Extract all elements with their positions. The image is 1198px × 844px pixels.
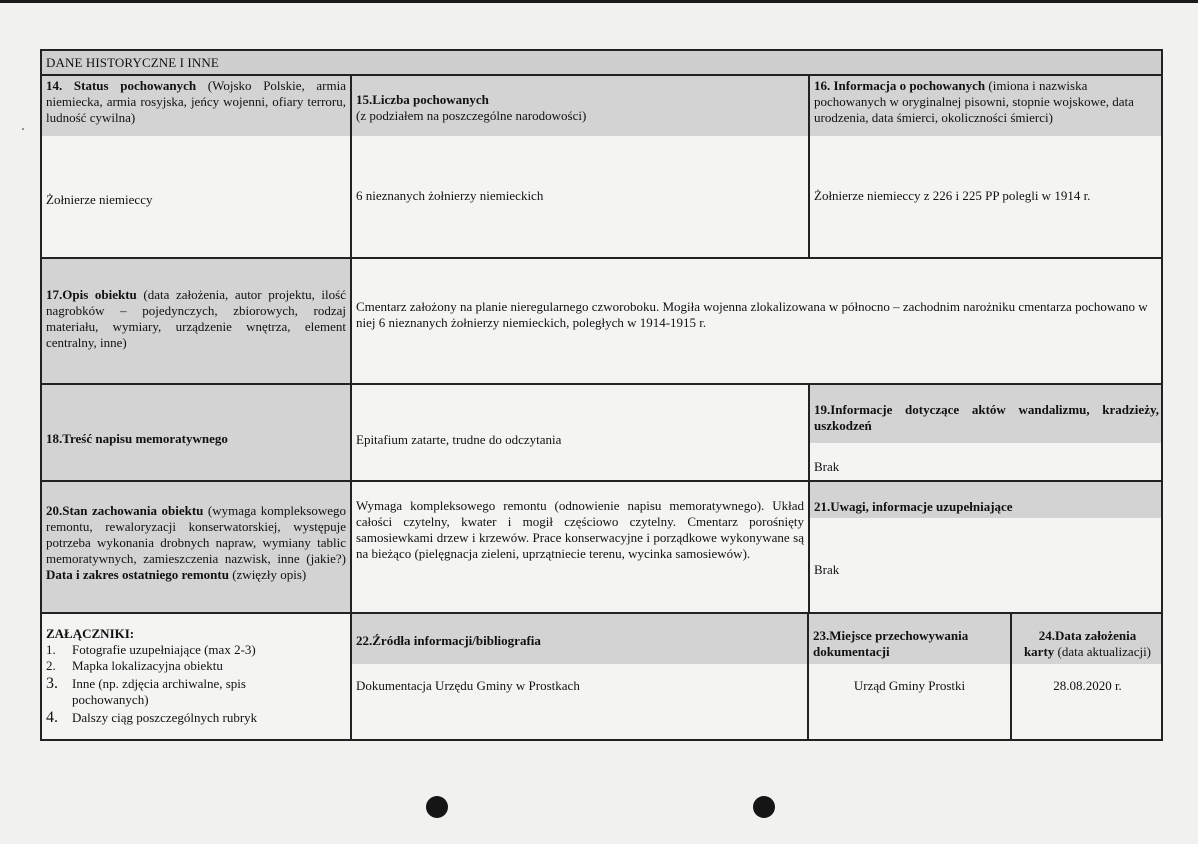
field-17-value-cell bbox=[350, 257, 1163, 383]
field-16-value: Żołnierze niemieccy z 226 i 225 PP polegli w 1914 r. bbox=[814, 188, 1091, 203]
top-edge-line bbox=[0, 0, 1198, 3]
attachment-item bbox=[46, 642, 346, 658]
field-19-value: Brak bbox=[814, 459, 840, 474]
attachments-list bbox=[46, 642, 346, 726]
field-20-description: (wymaga kompleksowego remontu, rewaloryzacji konserwatorskiej, występuje potrzeba wykonania drobnych napraw, wymiany tablic memoratywnych, zamieszczenia nazwisk, inne (jakie?) bbox=[46, 503, 346, 566]
field-24-cell bbox=[1010, 612, 1163, 741]
field-22-cell bbox=[350, 612, 807, 741]
field-14-cell bbox=[40, 74, 350, 257]
field-23-value: Urząd Gminy Prostki bbox=[853, 678, 966, 693]
field-20-description-2: (zwięzły opis) bbox=[228, 567, 307, 582]
field-16-cell bbox=[808, 74, 1163, 257]
field-20-value-cell bbox=[350, 480, 808, 612]
attachment-text: Dalszy ciąg poszczególnych rubryk bbox=[72, 710, 258, 725]
attachment-item bbox=[46, 676, 346, 708]
attachment-number: 3. bbox=[46, 675, 58, 692]
field-14-label bbox=[46, 78, 346, 126]
attachment-text: Mapka lokalizacyjna obiektu bbox=[72, 658, 223, 673]
attachments-cell bbox=[40, 612, 350, 741]
field-24-value: 28.08.2020 r. bbox=[1053, 678, 1122, 693]
field-19-label bbox=[814, 402, 1159, 434]
field-21-cell bbox=[808, 480, 1163, 612]
field-14-number: 14. Status pochowanych bbox=[46, 78, 197, 93]
field-24-label bbox=[1016, 628, 1159, 660]
field-21-label bbox=[814, 499, 1159, 515]
field-23-label bbox=[813, 628, 1006, 660]
field-23-cell bbox=[807, 612, 1010, 741]
field-15-label bbox=[356, 92, 804, 124]
field-16-number: 16. Informacja o pochowanych bbox=[814, 78, 986, 93]
attachments-title-text: ZAŁĄCZNIKI: bbox=[46, 626, 135, 641]
field-20-number-2: Data i zakres ostatniego remontu bbox=[46, 567, 229, 582]
field-21-value: Brak bbox=[814, 562, 840, 577]
field-14-value: Żołnierze niemieccy bbox=[46, 192, 153, 207]
attachment-text: Fotografie uzupełniające (max 2-3) bbox=[72, 642, 256, 657]
attachment-number: 4. bbox=[46, 709, 58, 726]
attachments-title bbox=[46, 626, 346, 642]
field-24-line2-bold: karty bbox=[1023, 644, 1055, 659]
field-14-description: (Wojsko Polskie, armia niemiecka, armia rosyjska, jeńcy wojenni, ofiary terroru, ludność cywilna) bbox=[46, 78, 346, 125]
attachment-item bbox=[46, 658, 346, 674]
field-16-label bbox=[814, 78, 1159, 126]
scan-speck bbox=[22, 128, 24, 130]
punch-hole-right bbox=[753, 796, 775, 818]
field-15-number: 15.Liczba pochowanych bbox=[356, 92, 489, 107]
field-15-value: 6 nieznanych żołnierzy niemieckich bbox=[356, 188, 544, 203]
attachment-number: 1. bbox=[46, 642, 56, 657]
field-18-label-cell bbox=[40, 383, 350, 480]
field-18-value: Epitafium zatarte, trudne do odczytania bbox=[356, 432, 562, 447]
field-20-label-cell bbox=[40, 480, 350, 612]
field-22-label bbox=[356, 633, 803, 649]
section-title: DANE HISTORYCZNE I INNE bbox=[46, 55, 219, 70]
field-20-value: Wymaga kompleksowego remontu (odnowienie napisu memoratywnego). Układ całości czytelny, kwater i mogił częściowo czytelny. Cmentarz porośnięty samosiewkami drzew i krzewów. Prace konserwacyjne i porządkowe wykonywane są na bieżąco (pielęgnacja zieleni, uprzątniecie terenu, wycinka samosiewów). bbox=[356, 498, 804, 561]
field-18-number: 18.Treść napisu memoratywnego bbox=[46, 431, 228, 446]
field-16-description: (imiona i nazwiska pochowanych w oryginalnej pisowni, stopnie wojskowe, data urodzenia, data śmierci, okoliczności śmierci) bbox=[814, 78, 1134, 125]
field-24-number: 24.Data założenia bbox=[1038, 628, 1137, 643]
field-15-description: (z podziałem na poszczególne narodowości) bbox=[356, 108, 587, 123]
field-18-value-cell bbox=[350, 383, 808, 480]
section-title-cell bbox=[40, 49, 1163, 74]
field-22-value: Dokumentacja Urzędu Gminy w Prostkach bbox=[356, 678, 580, 693]
attachment-item bbox=[46, 710, 346, 726]
field-21-number: 21.Uwagi, informacje uzupełniające bbox=[814, 499, 1013, 514]
attachment-text: Inne (np. zdjęcia archiwalne, spis pochowanych) bbox=[72, 676, 246, 707]
field-23-number: 23.Miejsce przechowywania dokumentacji bbox=[813, 628, 969, 659]
field-18-label bbox=[46, 431, 346, 447]
field-19-cell bbox=[808, 383, 1163, 480]
field-17-label-cell bbox=[40, 257, 350, 383]
punch-hole-left bbox=[426, 796, 448, 818]
field-17-number: 17.Opis obiektu bbox=[46, 287, 137, 302]
field-17-description: (data założenia, autor projektu, ilość nagrobków – pojedynczych, zbiorowych, rodzaj materiału, wymiary, urządzenie wnętrza, element centralny, inne) bbox=[46, 287, 346, 350]
field-24-line2-rest: (data aktualizacji) bbox=[1054, 644, 1152, 659]
field-17-label bbox=[46, 287, 346, 351]
field-22-number: 22.Źródła informacji/bibliografia bbox=[356, 633, 541, 648]
attachment-number: 2. bbox=[46, 658, 56, 673]
field-17-value: Cmentarz założony na planie nieregularnego czworoboku. Mogiła wojenna zlokalizowana w północno – zachodnim narożniku cmentarza pochowano w niej 6 nieznanych żołnierzy niemieckich, poległych w 1914-1915 r. bbox=[356, 299, 1148, 330]
field-20-number: 20.Stan zachowania obiektu bbox=[46, 503, 204, 518]
field-19-number: 19.Informacje dotyczące aktów wandalizmu, kradzieży, uszkodzeń bbox=[814, 402, 1159, 433]
field-15-cell bbox=[350, 74, 808, 257]
field-20-label bbox=[46, 503, 346, 583]
